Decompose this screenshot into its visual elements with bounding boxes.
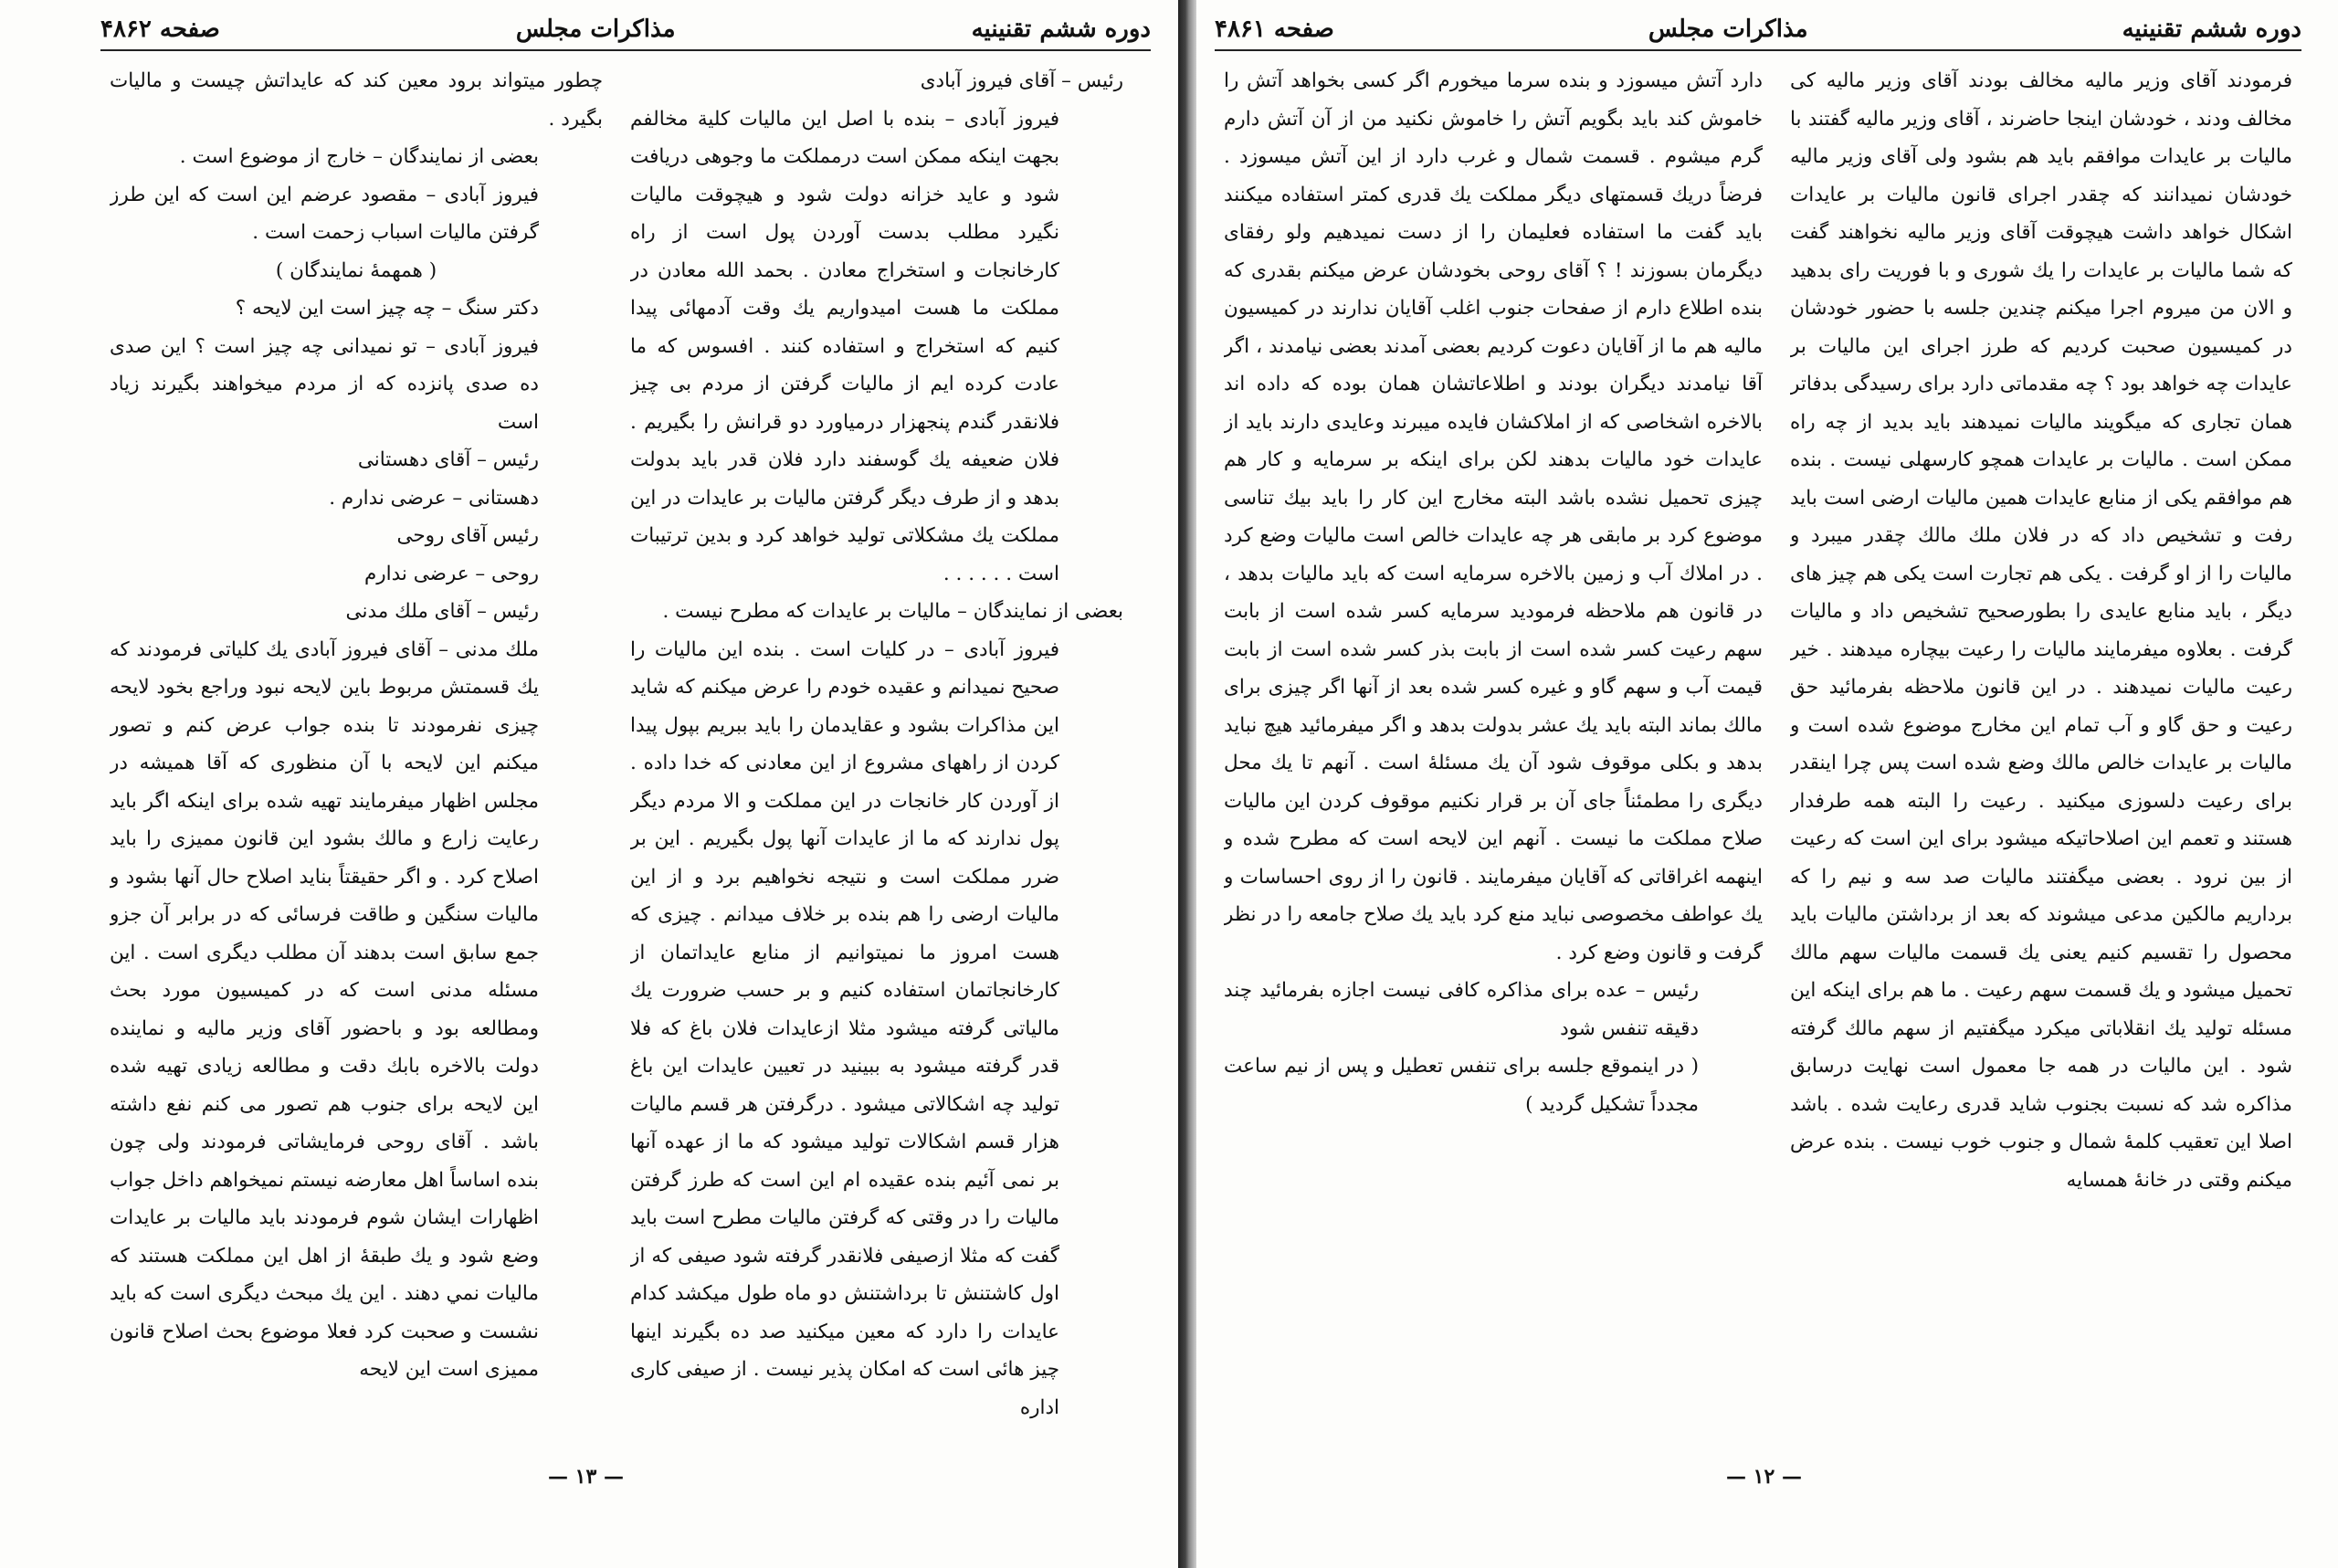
right-page-column-1 [1790,62,2292,1487]
paragraph: فيروز آبادى – تو نميدانى چه چيز است ؟ اين صدى ده صدى پانزده كه از مردم ميخواهند بگيرند زياد است [110,334,539,434]
right-page-column-2 [1224,62,1763,1487]
paragraph: فيروز آبادى – مقصود عرضم اين است كه اين طرز گرفتن ماليات اسباب زحمت است . [110,183,539,244]
paragraph: ملك مدنى – آقاى فيروز آبادى يك كلياتى فرمودند كه يك قسمتش مربوط باين لايحه نبود وراجع بخود لايحه چيزى نفرمودند تا بنده جواب عرض كنم و تصور ميكنم اين لايحه با آن منظورى كه آقا هميشه در مجلس اظهار ميفرمايند تهيه شده براى اينكه اگر بايد رعايت زارع و مالك بشود اين قانون مميزى را بايد اصلاح كرد . و اگر حقيقتاً بنايد اصلاح حال آنها بشود و ماليات سنگين و طاقت فرسائى كه در برابر آن جزو جمع سابق است بدهند آن مطلب ديگرى است . اين مسئله مدنى است كه در كميسيون مورد بحث ومطالعه بود و باحضور آقاى وزير ماليه و نماينده دولت بالاخره بابك دقت و مطالعه زيادى تهيه شده اين لايحه براى جنوب هم تصور مى كنم نفع داشته باشد . آقاى روحى فرمايشاتى فرمودند ولى چون بنده اساساً اهل معارضه نيستم نميخواهم داخل جواب اظهارات ايشان شوم فرمودند بايد ماليات بر عايدات وضع شود و يك طبقهٔ از اهل اين مملكت هستند كه ماليات نمي دهند . اين يك مبحث ديگرى است كه بايد نشست و صحبت كرد فعلا موضوع بحث اصلاح قانون مميزى است اين لايحه [110,637,539,1381]
left-header-page-number: صفحه ۴۸۶۲ [100,16,220,43]
paragraph: رئيس آقاى روحى [396,524,539,547]
paragraph: رئيس – آقاى فيروز آبادى [920,69,1123,92]
paragraph: دارد آتش ميسوزد و بنده سرما ميخورم اگر كسى بخواهد آتش را خاموش كند بايد بگويم آتش را خاموش نكنيد من از آن آتش دارم گرم ميشوم . قسمت شمال و غرب دارد از اين آتش ميسوزد . فرضاً دريك قسمتهاى ديگر مملكت يك قدرى كمتر استفاده ميكنند بايد گفت ما استفاده فعليمان را از دست نميدهيم ولو رفقاى ديگرمان بسوزند ! ؟ آقاى روحى بخودشان عرض ميكنم بقدرى كه بنده اطلاع دارم از صفحات جنوب اغلب آقايان ندارند در كميسيون ماليه هم ما از آقايان دعوت كرديم بعضى آمدند بعضى نيامدند ، اگر آقا نيامدند ديگران بودند و اطلاعاتشان همان بوده كه داده اند بالاخره اشخاصى كه از املاكشان فايده ميبرند وعايدى دارند بايد از عايدات خود ماليات بدهند لكن براى اينكه بر سرمايه و كار هم چيزى تحميل نشده باشد البته مخارج اين كار را بايد بيك تناسى موضوع كرد بر مابقى هر چه عايدات خالص است ماليات وضع كرد . در املاك آب و زمين بالاخره سرمايه است كه بايد ماليات بدهد ، در قانون هم ملاحظه فرموديد سرمايه كسر شده است از بابت سهم رعيت كسر شده است از بابت بذر كسر شده است از بابت قيمت آب و سهم گاو و غيره كسر شده بعد از آنها اگر چيزى براى مالك بماند البته بايد يك عشر بدولت بدهد و اگر ميفرمائيد هيچ نبايد بدهد و بكلى موقوف شود آن يك مسئلهٔ است . آنهم تا يك محل ديگرى را مطمئناً جاى آن بر قرار نكنيم موقوف كردن اين ماليات صلاح مملكت ما نيست . آنهم اين لايحه است كه مطرح شده و اينهمه اغراقاتى كه آقايان ميفرمايند . قانون را از روى احساسات و يك عواطف مخصوصى نبايد منع كرد بايد يك صلاح جامعه را در نظر گرفت و قانون وضع كرد . [1224,69,1763,964]
left-page-column-2 [110,62,603,1487]
paragraph: فيروز آبادى – در كليات است . بنده اين ماليات را صحيح نميدانم و عقيده خودم را عرض ميكنم كه شايد اين مذاكرات بشود و عقايدمان را بايد ببريم بپول پيدا كردن از راههاى مشروع از اين معادنى كه خدا داده . از آوردن كار خانجات در اين مملكت و الا مردم ديگر پول ندارند كه ما از عايدات آنها پول بگيريم . اين بر ضرر مملكت است و نتيجه نخواهيم برد و از اين ماليات ارضى را هم بنده بر خلاف ميدانم . چيزى كه هست امروز ما نميتوانيم از منابع عايداتمان از كارخانجاتمان استفاده كنيم و بر حسب ضرورت يك مالياتى گرفته ميشود مثلا ازعايدات فلان باغ كه فلا قدر گرفته ميشود به ببينيد در تعيين عايدات اين باغ توليد چه اشكالاتى ميشود . درگرفتن هر قسم ماليات هزار قسم اشكالات توليد ميشود كه ما از عهده آنها بر نمى آئيم بنده عقيده ام اين است كه طرز گرفتن ماليات را در وقتى كه گرفتن ماليات مطرح است بايد گفت كه مثلا ازصيفى فلانقدر گرفته شود صيفى كه از اول كاشتنش تا برداشتنش دو ماه طول ميكشد كدام عايدات را دارد كه معين ميكنيد صد ده بگيرند اينها چيز هائى است كه امكان پذير نيست . از صيفى كارى اداره [630,637,1059,1419]
right-header-period: دوره ششم تقنينيه [2122,16,2301,43]
paragraph: دكتر سنگ – چه چيز است اين لايحه ؟ [235,297,539,320]
right-page-header [1215,9,2301,51]
left-header-period: دوره ششم تقنينيه [971,16,1151,43]
paragraph: رئيس – عده براى مذاكره كافى نيست اجازه بفرمائيد چند دقيقه تنفس شود [1224,979,1699,1040]
right-header-page-number: صفحه ۴۸۶۱ [1215,16,1334,43]
paragraph: چطور ميتواند برود معين كند كه عايداتش چيست و ماليات بگيرد . [110,69,603,131]
right-header-title: مذاكرات مجلس [1648,16,1808,43]
left-page-header [100,9,1151,51]
paragraph: بعضى از نمايندگان – خارج از موضوع است . [179,145,539,168]
paragraph: ( در اينموقع جلسه براى تنفس تعطيل و پس از نيم ساعت مجدداً تشكيل گرديد ) [1224,1055,1699,1116]
paragraph: فيروز آبادى – بنده با اصل اين ماليات كلية مخالفم بجهت اينكه ممكن است درمملكت ما وجوهى دريافت شود و عايد خزانه دولت شود و هيچوقت ماليات نگيرد مطلب بدست آوردن پول است از راه كارخانجات و استخراج معادن . بحمد الله معادن در مملكت ما هست اميدواريم يك وقت آدمهائى پيدا كنيم كه استخراج و استفاده كنند . افسوس كه ما عادت كرده ايم از ماليات گرفتن از مردم بى چيز فلانقدر گندم پنجهزار درمياورد دو قرانش را بگيريم . فلان ضعيفه يك گوسفند دارد فلان قدر بايد بدولت بدهد و از طرف ديگر گرفتن ماليات بر عايدات در اين مملكت يك مشكلاتى توليد خواهد كرد و بدين ترتيبات است . . . . . . [630,107,1059,585]
paragraph: ( همهمهٔ نمايندگان ) [275,258,437,282]
left-page-footer-number: — ۱۳ — [548,1465,624,1489]
paragraph: فرمودند آقاى وزير ماليه مخالف بودند آقاى وزير ماليه كى مخالف ودند ، خودشان اينجا حاضرند ، آقاى وزير ماليه گفتند با ماليات بر عايدات موافقم بايد هم بشود ولى آقاى وزير ماليه خودشان نميدانند كه چقدر اجراى قانون ماليات بر عايدات اشكال خواهد داشت هيچوقت آقاى وزير ماليه نخواهند گفت كه شما ماليات بر عايدات را يك شورى و با فوريت راى بدهيد و الان من ميروم اجرا ميكنم چندين جلسه با حضور خودشان در كميسيون صحبت كرديم كه طرز اجراى اين ماليات بر عايدات چه خواهد بود ؟ چه مقدماتى دارد براى رسيدگى بدفاتر همان تجارى كه ميگويند ماليات نميدهند بايد بديد از چه راه ممكن است . ماليات بر عايدات همچو كارسهلى نيست . بنده هم موافقم يكى از منابع عايدات همين ماليات ارضى است بايد رفت و تشخيص داد كه در فلان ملك مالك چقدر ميبرد و ماليات را از او گرفت . يكى هم تجارت است يكى هم چيز هاى ديگر ، بايد منابع عايدى را بطورصحيح تشخيص داد و ماليات گرفت . بعلاوه ميفرمايند ماليات را رعيت بيچاره ميدهند . خير رعيت ماليات نميدهند . در اين قانون ملاحظه بفرمائيد حق رعيت و حق گاو و آب تمام اين مخارج موضوع شده است و ماليات بر عايدات خالص مالك وضع شده است پس چرا اينقدر براى رعيت دلسوزى ميكنيد . رعيت را البته همه طرفدار هستند و تعمم اين اصلاحاتيكه ميشود براى اين است كه رعيت از بين نرود . بعضى ميگفتند ماليات صد سه و نيم را كه برداريم مالكين مدعى ميشوند كه بعد از برداشتن ماليات بايد محصول را تقسيم كنيم يعنى يك قسمت ماليات سهم مالك تحميل ميشود و يك قسمت سهم رعيت . ما هم براى اينكه اين مسئله توليد يك انقلاباتى ميكرد ميگفتيم از سهم مالك گرفته شود . اين ماليات در همه جا معمول است نهايت درسابق مذاكره شد كه نسبت بجنوب شايد قدرى رعايت شده . باشد اصلا اين تعقيب كلمهٔ شمال و جنوب خوب نيست . بنده عرض ميكنم وقتى در خانهٔ همسايه [1790,69,2292,1192]
right-page [1196,0,2338,1568]
left-page-column-1 [630,62,1123,1487]
paragraph: دهستانى – عرضى ندارم . [329,486,539,510]
right-page-footer-number: — ۱۲ — [1726,1465,1802,1489]
paragraph: بعضى از نمايندگان – ماليات بر عايدات كه مطرح نيست . [662,600,1123,623]
paragraph: رئيس – آقاى ملك مدنى [345,600,539,623]
left-header-title: مذاكرات مجلس [515,16,676,43]
paragraph: روحى – عرضى ندارم [363,562,539,585]
paragraph: رئيس – آقاى دهستانى [357,448,539,471]
page-gutter [1178,0,1196,1568]
